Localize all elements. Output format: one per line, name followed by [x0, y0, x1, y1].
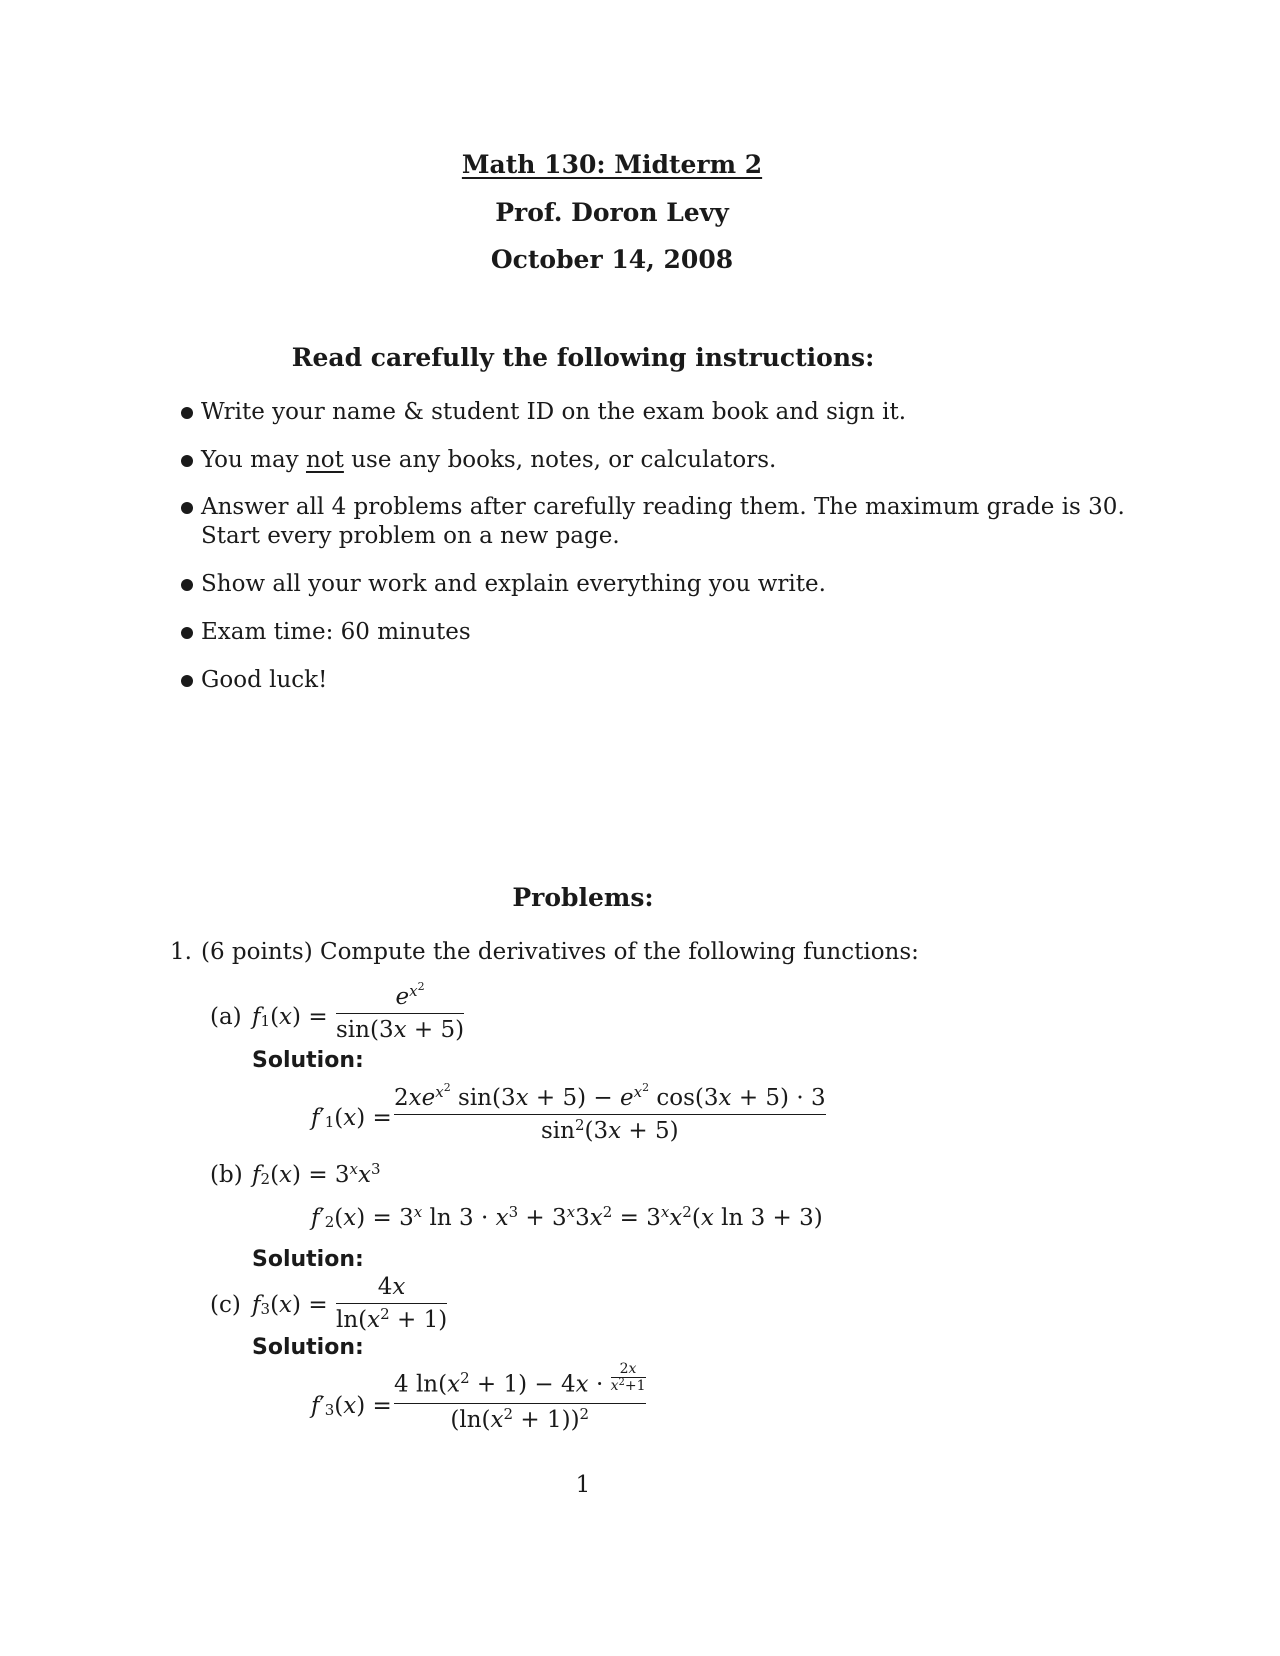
- part-label-a: (a): [210, 1004, 242, 1030]
- instruction-item-continued: Start every problem on a new page.: [201, 523, 620, 549]
- solution-label: Solution:: [252, 1335, 364, 1360]
- derivative-f1-fraction: $2xe^{x^2}$ $\sin(3x + 5) - e^{x^2}$ cos(3x + 5) · 3 $\sin^2(3x + 5)$: [394, 1081, 826, 1144]
- derivative-f1-lhs: $f'_1(x)$ =: [311, 1105, 392, 1131]
- problem-intro: (6 points) Compute the derivatives of the following functions:: [201, 939, 919, 965]
- bullet-icon: [181, 407, 193, 419]
- instructions-heading: Read carefully the following instructions:: [291, 343, 875, 372]
- solution-label: Solution:: [252, 1048, 364, 1073]
- bullet-icon: [181, 627, 193, 639]
- instruction-item: You may not use any books, notes, or calculators.: [201, 447, 777, 473]
- instruction-item: Write your name & student ID on the exam book and sign it.: [201, 399, 907, 425]
- exam-date: October 14, 2008: [490, 245, 734, 274]
- problem-number: 1.: [170, 939, 192, 965]
- function-f2: $f_2(x) = 3^xx^3$: [252, 1160, 381, 1188]
- problems-heading: Problems:: [512, 883, 654, 912]
- instruction-item: Exam time: 60 minutes: [201, 619, 471, 645]
- derivative-f3-lhs: $f'_3(x)$ =: [311, 1393, 392, 1419]
- instruction-item: Show all your work and explain everything you write.: [201, 571, 826, 597]
- derivative-f2: $f'_2(x) = 3^x$ $\ln 3 \cdot x^3 + 3^x3x^2 = 3^xx^2(x$ ln 3 + 3): [311, 1203, 823, 1231]
- derivative-f3-fraction: 4 $\ln(x^2 + 1) - 4x$ · $\frac{2x}{x^2+1}$ $(\ln(x^2 + 1))^2$: [394, 1361, 646, 1433]
- bullet-icon: [181, 455, 193, 467]
- instruction-item: Good luck!: [201, 667, 328, 693]
- part-label-b: (b): [210, 1162, 243, 1188]
- function-f3-lhs: $f_3(x)$ =: [252, 1292, 328, 1318]
- function-f1-fraction: $e^{x^2}$ sin(3x + 5): [336, 980, 465, 1043]
- part-label-c: (c): [210, 1292, 241, 1318]
- instruction-item: Answer all 4 problems after carefully reading them. The maximum grade is 30.: [201, 494, 1125, 520]
- bullet-icon: [181, 675, 193, 687]
- function-f3-fraction: 4x $\ln(x^2 + 1)$: [336, 1274, 448, 1333]
- solution-label: Solution:: [252, 1247, 364, 1272]
- page-number: 1: [575, 1472, 591, 1498]
- bullet-icon: [181, 502, 193, 514]
- function-f1-lhs: $f_1(x)$ =: [252, 1004, 328, 1030]
- bullet-icon: [181, 579, 193, 591]
- exam-title: Math 130: Midterm 2: [461, 150, 763, 179]
- professor-name: Prof. Doron Levy: [495, 198, 729, 227]
